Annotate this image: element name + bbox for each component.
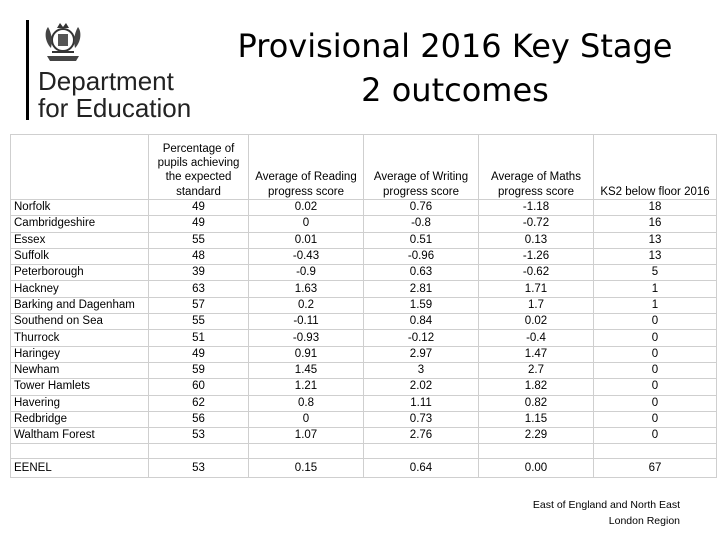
area-name: Cambridgeshire <box>11 216 149 232</box>
reading-cell: -0.93 <box>249 330 364 346</box>
total-reading: 0.15 <box>249 459 364 478</box>
table-row <box>11 216 717 232</box>
table-row <box>11 265 717 281</box>
table-row <box>11 346 717 362</box>
header-reading: Average of Reading progress score <box>249 135 364 200</box>
below-floor-cell: 0 <box>594 395 717 411</box>
logo-bar <box>26 20 29 120</box>
table-row <box>11 297 717 313</box>
maths-cell: 0.02 <box>479 314 594 330</box>
reading-cell: 0.01 <box>249 232 364 248</box>
writing-cell: -0.12 <box>364 330 479 346</box>
below-floor-cell: 13 <box>594 232 717 248</box>
area-name: Thurrock <box>11 330 149 346</box>
maths-cell: -1.26 <box>479 248 594 264</box>
table-row <box>11 379 717 395</box>
total-area: EENEL <box>11 459 149 478</box>
maths-cell: 1.47 <box>479 346 594 362</box>
below-floor-cell: 18 <box>594 200 717 216</box>
percentage-cell: 56 <box>149 411 249 427</box>
reading-cell: 0.2 <box>249 297 364 313</box>
percentage-cell: 49 <box>149 216 249 232</box>
reading-cell: 1.07 <box>249 428 364 444</box>
below-floor-cell: 16 <box>594 216 717 232</box>
maths-cell: 1.82 <box>479 379 594 395</box>
percentage-cell: 60 <box>149 379 249 395</box>
reading-cell: -0.43 <box>249 248 364 264</box>
title-line-1: Provisional 2016 Key Stage <box>237 27 673 65</box>
below-floor-cell: 0 <box>594 314 717 330</box>
below-floor-cell: 0 <box>594 330 717 346</box>
total-maths: 0.00 <box>479 459 594 478</box>
percentage-cell: 55 <box>149 314 249 330</box>
total-row <box>11 459 717 478</box>
maths-cell: 1.7 <box>479 297 594 313</box>
area-name: Waltham Forest <box>11 428 149 444</box>
below-floor-cell: 0 <box>594 346 717 362</box>
maths-cell: -0.72 <box>479 216 594 232</box>
writing-cell: 0.51 <box>364 232 479 248</box>
writing-cell: 1.11 <box>364 395 479 411</box>
percentage-cell: 51 <box>149 330 249 346</box>
reading-cell: -0.9 <box>249 265 364 281</box>
footer-line-1: East of England and North East <box>532 499 680 511</box>
area-name: Peterborough <box>11 265 149 281</box>
area-name: Suffolk <box>11 248 149 264</box>
table-row <box>11 428 717 444</box>
table-header-row <box>11 135 717 200</box>
maths-cell: 0.13 <box>479 232 594 248</box>
maths-cell: -1.18 <box>479 200 594 216</box>
below-floor-cell: 0 <box>594 362 717 378</box>
reading-cell: -0.11 <box>249 314 364 330</box>
writing-cell: 0.73 <box>364 411 479 427</box>
reading-cell: 0 <box>249 411 364 427</box>
writing-cell: -0.96 <box>364 248 479 264</box>
table-row <box>11 232 717 248</box>
maths-cell: 1.15 <box>479 411 594 427</box>
below-floor-cell: 0 <box>594 379 717 395</box>
writing-cell: -0.8 <box>364 216 479 232</box>
spacer-row <box>11 444 717 459</box>
writing-cell: 0.76 <box>364 200 479 216</box>
outcomes-table <box>10 134 717 478</box>
header-below-floor: KS2 below floor 2016 <box>594 135 717 200</box>
reading-cell: 0.02 <box>249 200 364 216</box>
writing-cell: 1.59 <box>364 297 479 313</box>
maths-cell: -0.4 <box>479 330 594 346</box>
writing-cell: 2.76 <box>364 428 479 444</box>
maths-cell: 1.71 <box>479 281 594 297</box>
table-row <box>11 395 717 411</box>
title-line-2: 2 outcomes <box>361 71 549 109</box>
percentage-cell: 62 <box>149 395 249 411</box>
area-name: Redbridge <box>11 411 149 427</box>
area-name: Norfolk <box>11 200 149 216</box>
footer-line-2: London Region <box>608 515 680 527</box>
below-floor-cell: 13 <box>594 248 717 264</box>
area-name: Tower Hamlets <box>11 379 149 395</box>
region-footer <box>533 497 680 529</box>
maths-cell: -0.62 <box>479 265 594 281</box>
dfe-logo <box>26 16 206 124</box>
writing-cell: 2.81 <box>364 281 479 297</box>
area-name: Havering <box>11 395 149 411</box>
table-row <box>11 200 717 216</box>
total-percentage: 53 <box>149 459 249 478</box>
percentage-cell: 49 <box>149 346 249 362</box>
area-name: Barking and Dagenham <box>11 297 149 313</box>
royal-crest-icon <box>38 18 88 64</box>
below-floor-cell: 1 <box>594 297 717 313</box>
page-title <box>215 24 695 112</box>
department-line-2: for Education <box>38 93 192 123</box>
percentage-cell: 53 <box>149 428 249 444</box>
reading-cell: 1.63 <box>249 281 364 297</box>
total-below-floor: 67 <box>594 459 717 478</box>
percentage-cell: 48 <box>149 248 249 264</box>
reading-cell: 0 <box>249 216 364 232</box>
area-name: Essex <box>11 232 149 248</box>
percentage-cell: 63 <box>149 281 249 297</box>
table-row <box>11 248 717 264</box>
department-name <box>38 68 191 122</box>
writing-cell: 0.84 <box>364 314 479 330</box>
header-percentage: Percentage of pupils achieving the expected standard <box>149 135 249 200</box>
header-maths: Average of Maths progress score <box>479 135 594 200</box>
reading-cell: 0.8 <box>249 395 364 411</box>
total-writing: 0.64 <box>364 459 479 478</box>
area-name: Newham <box>11 362 149 378</box>
table-row <box>11 281 717 297</box>
maths-cell: 2.29 <box>479 428 594 444</box>
percentage-cell: 59 <box>149 362 249 378</box>
percentage-cell: 55 <box>149 232 249 248</box>
table-row <box>11 314 717 330</box>
header-writing: Average of Writing progress score <box>364 135 479 200</box>
below-floor-cell: 0 <box>594 428 717 444</box>
table-row <box>11 362 717 378</box>
reading-cell: 0.91 <box>249 346 364 362</box>
percentage-cell: 49 <box>149 200 249 216</box>
table-body <box>11 200 717 444</box>
area-name: Haringey <box>11 346 149 362</box>
table-row <box>11 330 717 346</box>
below-floor-cell: 0 <box>594 411 717 427</box>
maths-cell: 2.7 <box>479 362 594 378</box>
below-floor-cell: 5 <box>594 265 717 281</box>
table-row <box>11 411 717 427</box>
area-name: Southend on Sea <box>11 314 149 330</box>
maths-cell: 0.82 <box>479 395 594 411</box>
percentage-cell: 39 <box>149 265 249 281</box>
percentage-cell: 57 <box>149 297 249 313</box>
writing-cell: 2.02 <box>364 379 479 395</box>
reading-cell: 1.21 <box>249 379 364 395</box>
department-line-1: Department <box>38 66 174 96</box>
reading-cell: 1.45 <box>249 362 364 378</box>
writing-cell: 3 <box>364 362 479 378</box>
header-area <box>11 135 149 200</box>
area-name: Hackney <box>11 281 149 297</box>
writing-cell: 0.63 <box>364 265 479 281</box>
below-floor-cell: 1 <box>594 281 717 297</box>
writing-cell: 2.97 <box>364 346 479 362</box>
